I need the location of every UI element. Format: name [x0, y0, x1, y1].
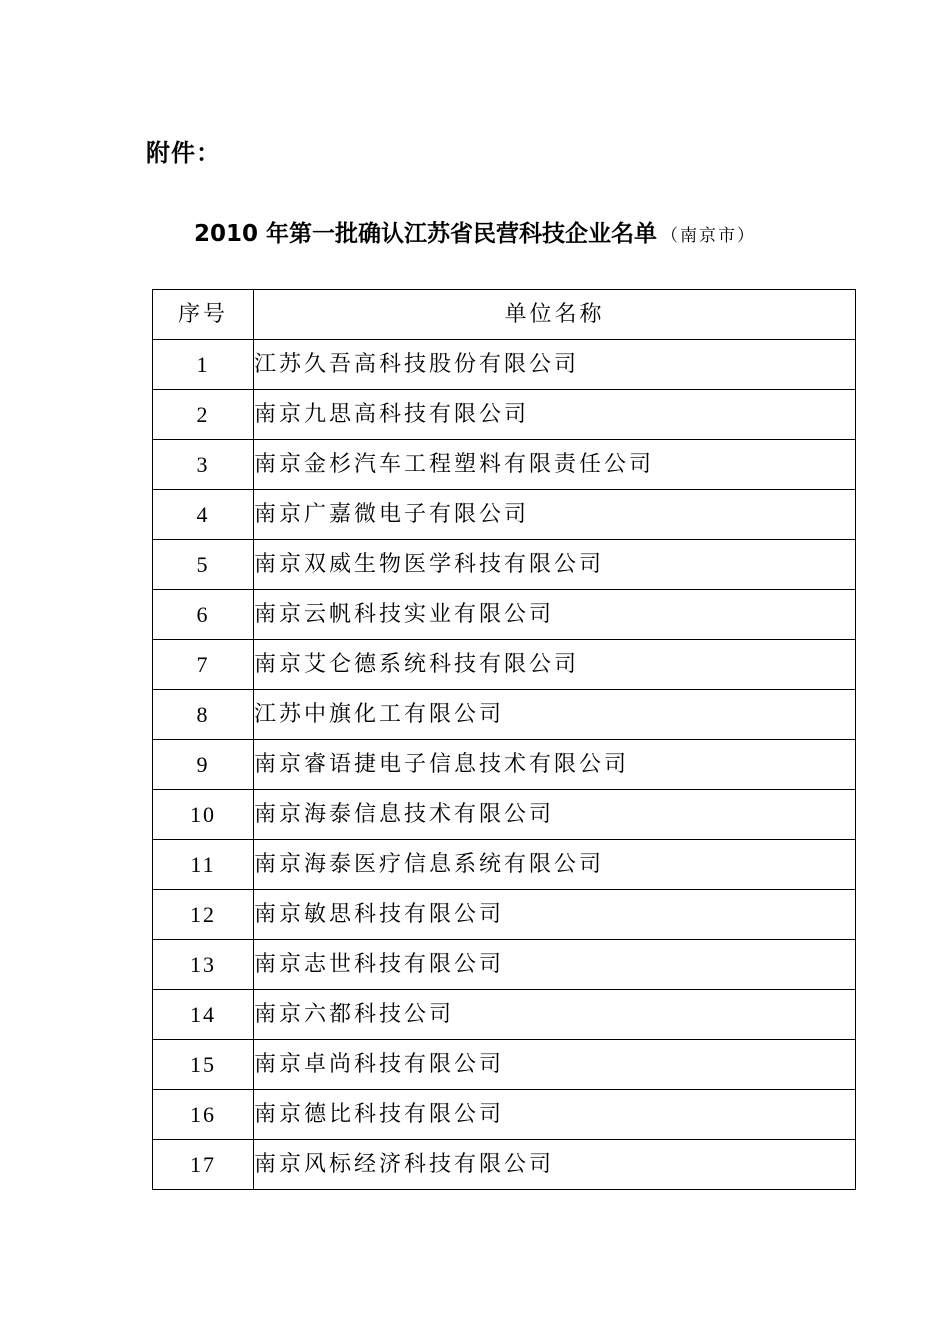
row-index: 10 — [153, 790, 254, 840]
row-index: 9 — [153, 740, 254, 790]
document-title-main: 2010 年第一批确认江苏省民营科技企业名单 — [193, 221, 658, 247]
table-row — [153, 640, 856, 690]
row-index: 16 — [153, 1090, 254, 1140]
table-row — [153, 840, 856, 890]
company-name: 江苏久吾高科技股份有限公司 — [254, 340, 856, 390]
table-row — [153, 1090, 856, 1140]
row-index: 12 — [153, 890, 254, 940]
row-index: 4 — [153, 490, 254, 540]
row-index: 17 — [153, 1140, 254, 1190]
company-name: 南京艾仑德系统科技有限公司 — [254, 640, 856, 690]
row-index: 1 — [153, 340, 254, 390]
company-name: 南京德比科技有限公司 — [254, 1090, 856, 1140]
company-name: 南京双威生物医学科技有限公司 — [254, 540, 856, 590]
company-name: 南京云帆科技实业有限公司 — [254, 590, 856, 640]
row-index: 15 — [153, 1040, 254, 1090]
row-index: 3 — [153, 440, 254, 490]
table-row — [153, 940, 856, 990]
row-index: 2 — [153, 390, 254, 440]
document-title-region: （南京市） — [661, 226, 757, 246]
row-index: 8 — [153, 690, 254, 740]
row-index: 11 — [153, 840, 254, 890]
company-name: 南京九思高科技有限公司 — [254, 390, 856, 440]
row-index: 5 — [153, 540, 254, 590]
row-index: 14 — [153, 990, 254, 1040]
company-name: 南京海泰医疗信息系统有限公司 — [254, 840, 856, 890]
table-row — [153, 1140, 856, 1190]
table-header-row — [153, 290, 856, 340]
table-row — [153, 890, 856, 940]
table-row — [153, 590, 856, 640]
company-name: 南京卓尚科技有限公司 — [254, 1040, 856, 1090]
row-index: 13 — [153, 940, 254, 990]
table-row — [153, 440, 856, 490]
company-name: 南京广嘉微电子有限公司 — [254, 490, 856, 540]
table-row — [153, 340, 856, 390]
column-header-index: 序号 — [153, 290, 254, 340]
company-name: 南京六都科技公司 — [254, 990, 856, 1040]
table-row — [153, 690, 856, 740]
table-row — [153, 740, 856, 790]
company-name: 南京风标经济科技有限公司 — [254, 1140, 856, 1190]
company-name: 江苏中旗化工有限公司 — [254, 690, 856, 740]
table-row — [153, 390, 856, 440]
company-name: 南京金杉汽车工程塑料有限责任公司 — [254, 440, 856, 490]
attachment-label: 附件： — [146, 139, 221, 167]
company-name: 南京敏思科技有限公司 — [254, 890, 856, 940]
column-header-name: 单位名称 — [254, 290, 856, 340]
company-table — [152, 289, 856, 1190]
company-name: 南京睿语捷电子信息技术有限公司 — [254, 740, 856, 790]
company-name: 南京志世科技有限公司 — [254, 940, 856, 990]
company-name: 南京海泰信息技术有限公司 — [254, 790, 856, 840]
table-row — [153, 990, 856, 1040]
table-body — [153, 340, 856, 1190]
table-row — [153, 490, 856, 540]
row-index: 6 — [153, 590, 254, 640]
table-row — [153, 540, 856, 590]
row-index: 7 — [153, 640, 254, 690]
table-row — [153, 790, 856, 840]
table-row — [153, 1040, 856, 1090]
document-title — [0, 216, 950, 254]
